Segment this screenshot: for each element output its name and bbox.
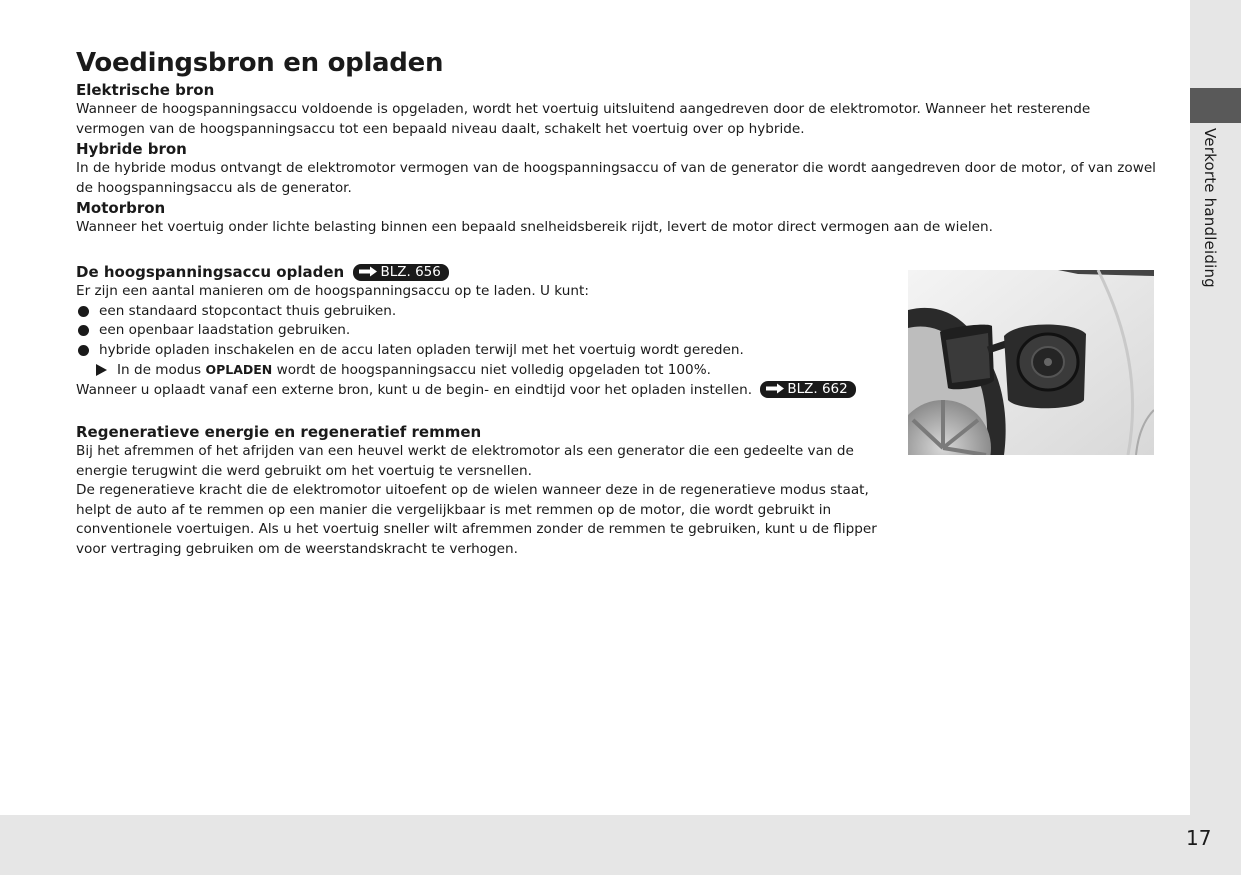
external-charge-line bbox=[76, 381, 886, 401]
charge-port-illustration bbox=[908, 270, 1154, 455]
note-mode-name: OPLADEN bbox=[205, 362, 273, 378]
mode-note bbox=[76, 360, 886, 381]
text-line: voor vertraging gebruiken om de weerstandskracht te verhogen. bbox=[76, 540, 518, 557]
heading-motor: Motorbron bbox=[76, 199, 166, 218]
text-line: de hoogspanningsaccu als de generator. bbox=[76, 179, 352, 196]
text-line: conventionele voertuigen. Als u het voertuig sneller wilt afremmen zonder de remmen te gebruiken, kunt u de flipper bbox=[76, 521, 877, 538]
text-line: In de hybride modus ontvangt de elektromotor vermogen van de hoogspanningsaccu of van de generator die wordt aangedreven door de motor, of van zowel bbox=[76, 160, 1156, 177]
text-line: vermogen van de hoogspanningsaccu tot een bepaald niveau daalt, schakelt het voertuig over op hybride. bbox=[76, 120, 805, 137]
chapter-tab[interactable] bbox=[1190, 88, 1241, 123]
list-item-text: hybride opladen inschakelen en de accu laten opladen terwijl met het voertuig wordt gereden. bbox=[99, 341, 744, 358]
heading-opladen-text: De hoogspanningsaccu opladen bbox=[76, 263, 345, 281]
heading-elektrisch: Elektrische bron bbox=[76, 81, 215, 99]
text-line: De regeneratieve kracht die de elektromotor uitoefent op de wielen wanneer deze in de regeneratieve modus staat, bbox=[76, 482, 869, 499]
chapter-label: Verkorte handleiding bbox=[1201, 128, 1219, 288]
list-item bbox=[76, 341, 886, 361]
regen-section bbox=[76, 422, 886, 560]
page-ref-link-2[interactable] bbox=[760, 381, 855, 398]
triangle-right-icon bbox=[96, 364, 107, 376]
list-item-text: een openbaar laadstation gebruiken. bbox=[99, 322, 351, 339]
charging-intro: Er zijn een aantal manieren om de hoogspanningsaccu op te laden. U kunt: bbox=[76, 283, 589, 299]
note-post: wordt de hoogspanningsaccu niet volledig opgeladen tot 100%. bbox=[272, 362, 711, 379]
page-number: 17 bbox=[1186, 826, 1212, 850]
text-line: helpt de auto af te remmen op een manier die vergelijkbaar is met remmen op de motor, die wordt gebruikt in bbox=[76, 501, 832, 518]
charging-section bbox=[76, 262, 886, 401]
charge-port-photo bbox=[908, 270, 1154, 455]
upper-content bbox=[76, 46, 1156, 238]
bullet-dot-icon bbox=[78, 345, 89, 356]
arrow-right-icon bbox=[765, 383, 785, 394]
bullet-dot-icon bbox=[78, 325, 89, 336]
footer-band bbox=[0, 815, 1241, 875]
text-line: Wanneer het voertuig onder lichte belasting binnen een bepaald snelheidsbereik rijdt, levert de motor direct vermogen aan de wielen. bbox=[76, 219, 993, 236]
text-line: energie terugwint die werd gebruikt om het voertuig te versnellen. bbox=[76, 462, 532, 479]
heading-regen: Regeneratieve energie en regeneratief remmen bbox=[76, 423, 482, 441]
page-ref-label: BLZ. 656 bbox=[380, 264, 441, 280]
page-title: Voedingsbron en opladen bbox=[76, 48, 444, 78]
bullet-dot-icon bbox=[78, 306, 89, 317]
text-line: Wanneer de hoogspanningsaccu voldoende is opgeladen, wordt het voertuig uitsluitend aangedreven door de elektromotor. Wanneer het resterende bbox=[76, 101, 1091, 117]
text-line: Bij het afremmen of het afrijden van een heuvel werkt de elektromotor als een generator die een gedeelte van de bbox=[76, 443, 854, 459]
page-ref-link[interactable] bbox=[353, 264, 448, 281]
list-item bbox=[76, 321, 886, 341]
arrow-right-icon bbox=[358, 266, 378, 277]
list-item-text: een standaard stopcontact thuis gebruiken. bbox=[99, 302, 397, 319]
external-charge-text: Wanneer u oplaadt vanaf een externe bron, kunt u de begin- en eindtijd voor het opladen instellen. bbox=[76, 381, 753, 398]
list-item bbox=[76, 302, 886, 322]
note-pre: In de modus bbox=[117, 362, 206, 379]
heading-opladen bbox=[76, 262, 886, 282]
mode-note-text bbox=[117, 360, 711, 381]
page-ref-label-2: BLZ. 662 bbox=[787, 380, 848, 397]
heading-hybride: Hybride bron bbox=[76, 140, 187, 159]
